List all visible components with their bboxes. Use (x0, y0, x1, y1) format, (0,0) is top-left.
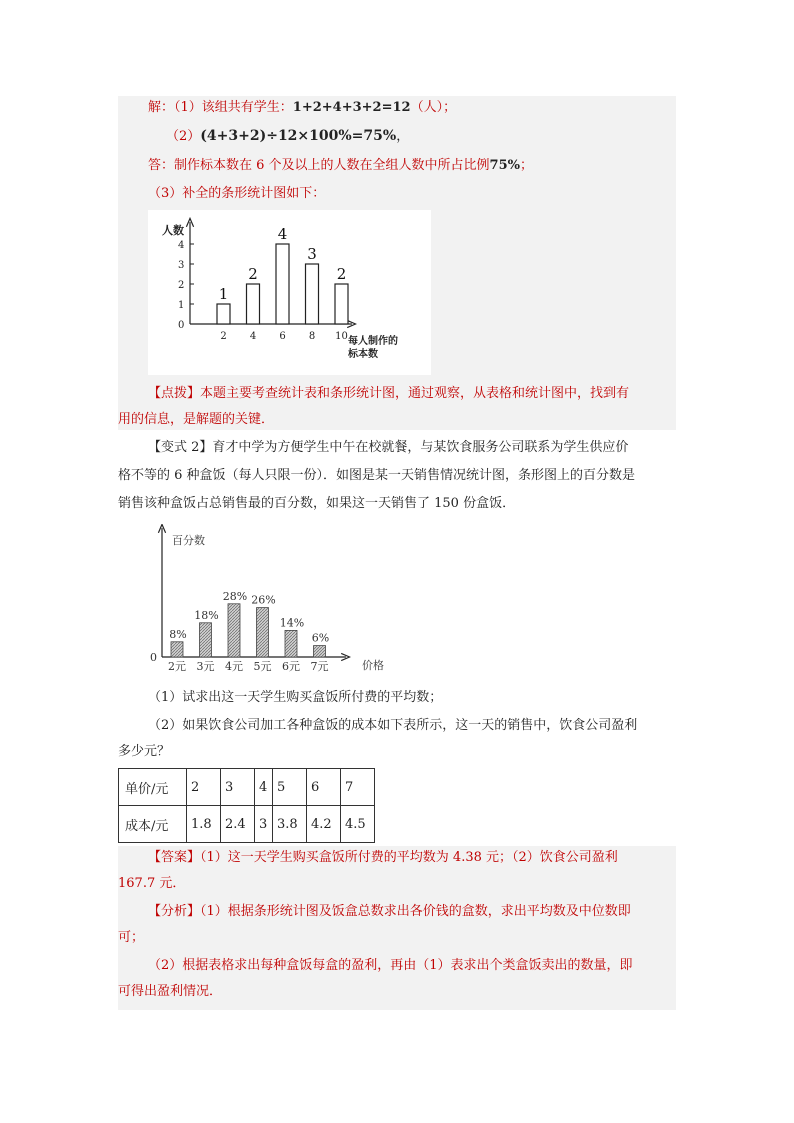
chart1-data-label: 2 (248, 265, 258, 283)
variant-line1 (148, 438, 628, 458)
chart1-xlabel-2: 标本数 (348, 349, 378, 360)
chart1-xlabel-1: 每人制作的 (348, 336, 398, 347)
part2-suffix: ， (396, 129, 410, 144)
chart1-x-tick-label: 2 (220, 331, 227, 342)
analysis-line1 (148, 902, 631, 922)
chart2-data-label: 26% (251, 593, 276, 607)
chart1-y-tick-label: 0 (178, 320, 185, 331)
analysis-line2: 可； (118, 930, 145, 945)
part2-formula: (4+3+2)÷12×100%=75% (200, 128, 397, 144)
chart1-data-label: 1 (218, 285, 229, 303)
table-cell: 7 (341, 769, 375, 806)
variant-line2: 格不等的 6 种盒饭（每人只限一份）．如图是某一天销售情况统计图，条形图上的百分数是 (118, 468, 636, 483)
chart1-x-tick-label: 6 (279, 331, 286, 342)
chart1-y-tick-label: 4 (178, 240, 185, 251)
part1-prefix: 解：（1）该组共有学生： (148, 100, 293, 115)
tip-text-1: 本题主要考查统计表和条形统计图，通过观察，从表格和统计图中，找到有 (200, 386, 630, 401)
chart-price (148, 524, 398, 674)
question-1: （1）试求出这一天学生购买盒饭所付费的平均数； (148, 690, 443, 705)
table-cell: 4.5 (341, 806, 375, 843)
table-cell: 3.8 (273, 806, 307, 843)
chart-price-box (148, 524, 398, 674)
analysis-text-1: （1）根据条形统计图及饭盒总数求出各价钱的盒数，求出平均数及中位数即 (200, 904, 631, 919)
chart1-data-label: 3 (307, 245, 317, 263)
chart2-data-label: 8% (169, 627, 187, 641)
table-cell: 4.2 (307, 806, 341, 843)
chart1-y-tick-label: 3 (178, 260, 185, 271)
chart2-x-tick-label: 7元 (310, 660, 329, 673)
chart2-data-label: 28% (222, 589, 248, 603)
analysis-line4: 可得出盈利情况． (118, 984, 223, 999)
table-cell: 4 (255, 769, 273, 806)
variant-line3: 销售该种盒饭占总销售最的百分数，如果这一天销售了 150 份盒饭． (118, 496, 516, 511)
chart2-bar (257, 608, 269, 657)
chart1-bar (306, 264, 319, 324)
chart2-bar (228, 604, 240, 657)
chart2-x-tick-label: 3元 (196, 660, 215, 673)
chart2-data-label: 6% (311, 631, 330, 645)
chart1-bar (335, 284, 348, 324)
chart2-bar (200, 623, 212, 657)
chart2-origin: 0 (150, 651, 157, 664)
table-row-price (119, 769, 375, 806)
analysis-label: 【分析】 (148, 904, 201, 919)
question-2-line2: 多少元？ (118, 744, 171, 759)
table-header-cost: 成本/元 (119, 806, 187, 843)
tip-line1 (148, 384, 629, 404)
answer-label: 【答案】 (148, 850, 201, 865)
chart1-bar (217, 304, 230, 324)
question-2-line1: （2）如果饮食公司加工各种盒饭的成本如下表所示，这一天的销售中，饮食公司盈利 (148, 718, 638, 733)
chart2-bar (171, 642, 183, 657)
answer-line2: 167.7 元． (118, 876, 186, 891)
chart1-x-tick-label: 8 (308, 331, 316, 342)
chart2-ylabel: 百分数 (172, 534, 205, 547)
chart-students (148, 210, 431, 375)
table-cell: 2.4 (221, 806, 255, 843)
tip-line2: 用的信息，是解题的关键． (118, 412, 275, 427)
chart1-y-tick-label: 1 (178, 300, 185, 311)
chart1-x-tick-label: 4 (249, 331, 257, 342)
chart2-x-tick-label: 2元 (168, 660, 186, 673)
solution-part1 (148, 98, 456, 118)
answer-text-1: （1）这一天学生购买盒饭所付费的平均数为 4.38 元；（2）饮食公司盈利 (200, 850, 618, 865)
chart2-bar (285, 630, 297, 657)
variant-label: 【变式 2】 (148, 440, 213, 455)
chart2-data-label: 18% (194, 608, 219, 622)
answer-value: 75% (489, 158, 520, 173)
solution-part2 (166, 126, 409, 147)
answer-prefix: 答：制作标本数在 6 个及以上的人数在全组人数中所占比例 (148, 158, 490, 173)
part2-prefix: （2） (166, 129, 201, 144)
variant-text-1: 育才中学为方便学生中午在校就餐，与某饮食服务公司联系为学生供应价 (212, 440, 629, 455)
solution-answer (148, 156, 533, 176)
chart1-ylabel: 人数 (162, 224, 184, 237)
table-cell: 1.8 (187, 806, 221, 843)
solution-part3: （3）补全的条形统计图如下： (148, 186, 326, 201)
table-cell: 5 (273, 769, 307, 806)
table-cell: 3 (221, 769, 255, 806)
table-row-cost (119, 806, 375, 843)
part1-unit: （人）； (410, 100, 457, 115)
chart1-bar (247, 284, 260, 324)
answer-suffix: ； (520, 158, 534, 173)
part1-formula: 1+2+4+3+2=12 (292, 100, 411, 115)
chart1-bar (276, 244, 289, 324)
chart1-data-label: 4 (277, 225, 288, 243)
chart2-x-tick-label: 6元 (282, 660, 300, 673)
table-cell: 2 (187, 769, 221, 806)
chart1-data-label: 2 (336, 265, 347, 283)
answer-line1 (148, 848, 618, 868)
chart-students-box (148, 210, 431, 375)
table-header-price: 单价/元 (119, 769, 187, 806)
chart2-bar (314, 646, 326, 657)
analysis-line3: （2）根据表格求出每种盒饭每盒的盈利，再由（1）表求出个类盒饭卖出的数量，即 (148, 958, 633, 973)
cost-table (118, 768, 375, 843)
chart2-data-label: 14% (279, 616, 305, 630)
table-cell: 6 (307, 769, 341, 806)
table-cell: 3 (255, 806, 273, 843)
chart2-x-tick-label: 4元 (225, 660, 243, 673)
chart1-x-tick-label: 10 (335, 331, 348, 342)
chart2-x-tick-label: 5元 (253, 660, 272, 673)
chart1-y-tick-label: 2 (178, 280, 185, 291)
chart2-xlabel: 价格 (362, 659, 384, 672)
tip-label: 【点拨】 (148, 386, 201, 401)
